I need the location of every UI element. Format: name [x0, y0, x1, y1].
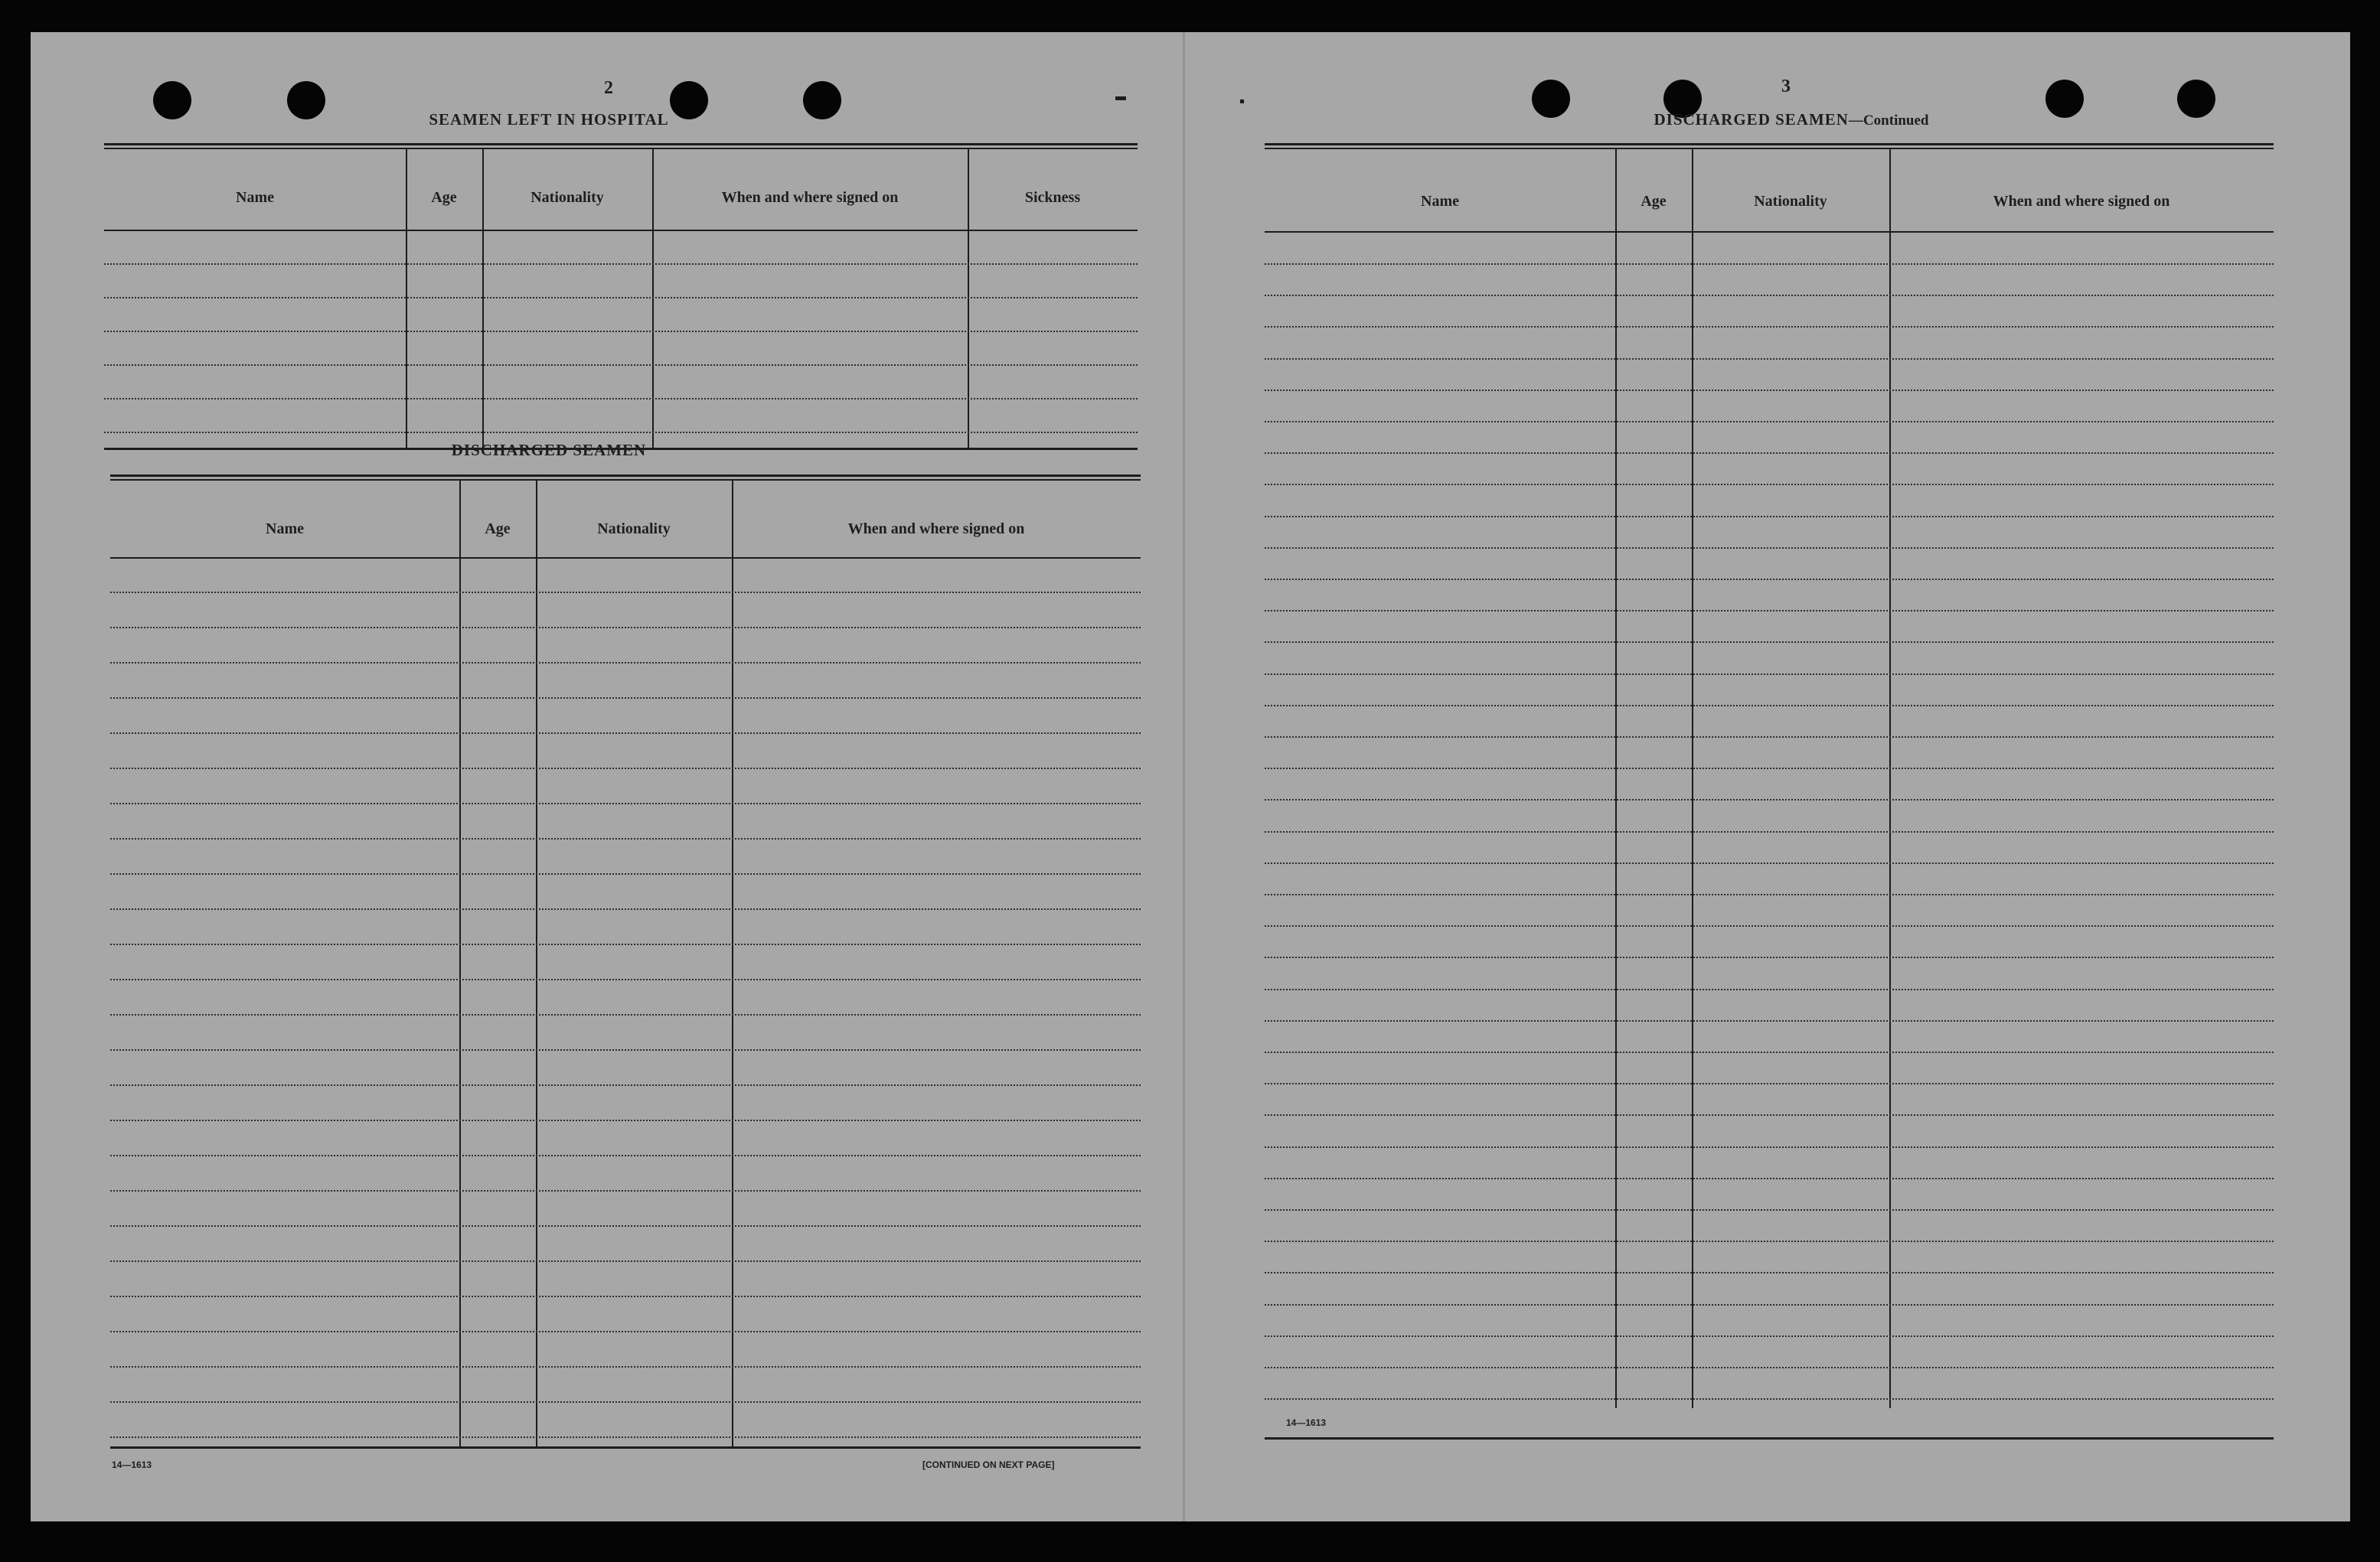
- form-number-left: 14—1613: [112, 1459, 152, 1470]
- table-row: [110, 1436, 1141, 1438]
- table-row: [110, 1014, 1141, 1016]
- table-row: [110, 979, 1141, 980]
- table-row: [1265, 768, 2274, 769]
- column-divider: [732, 481, 733, 1449]
- table-row: [104, 432, 1138, 433]
- table-row: [110, 1260, 1141, 1262]
- table-row: [1265, 641, 2274, 643]
- table-row: [1265, 925, 2274, 927]
- table-row: [1265, 1020, 2274, 1022]
- table-row: [1265, 452, 2274, 454]
- table-row: [110, 908, 1141, 910]
- punch-hole: [287, 81, 325, 119]
- table-row: [1265, 894, 2274, 895]
- table-row: [1265, 1335, 2274, 1337]
- table-row: [1265, 1304, 2274, 1306]
- table-row: [104, 364, 1138, 366]
- page-number-right: 3: [1781, 77, 1791, 96]
- hospital-section-title: SEAMEN LEFT IN HOSPITAL: [429, 110, 669, 129]
- table-row: [1265, 1052, 2274, 1053]
- table-row: [1265, 326, 2274, 328]
- table-row: [110, 944, 1141, 945]
- table-row: [110, 697, 1141, 699]
- table-row: [1265, 1178, 2274, 1179]
- table-row: [1265, 484, 2274, 485]
- hospital-table: [104, 143, 1138, 449]
- table-row: [1265, 799, 2274, 801]
- table-row: [104, 398, 1138, 399]
- column-divider: [482, 149, 484, 449]
- punch-hole: [153, 81, 191, 119]
- table-row: [1265, 831, 2274, 833]
- table-row: [110, 1331, 1141, 1332]
- table-row: [110, 1401, 1141, 1403]
- table-row: [104, 297, 1138, 298]
- table-row: [110, 1190, 1141, 1192]
- table-row: [1265, 390, 2274, 391]
- column-divider: [536, 481, 537, 1449]
- header-rule: [104, 230, 1138, 231]
- table-row: [1265, 863, 2274, 864]
- column-divider: [1692, 149, 1693, 1408]
- page-number-left: 2: [604, 78, 613, 98]
- table-row: [1265, 516, 2274, 517]
- discharged-table: [110, 474, 1141, 1449]
- right-section-title-suffix: —Continued: [1848, 113, 1929, 129]
- table-row: [110, 1296, 1141, 1297]
- table-row: [1265, 957, 2274, 958]
- table-row: [1265, 547, 2274, 549]
- table-row: [1265, 579, 2274, 580]
- punch-hole: [2177, 80, 2215, 118]
- table-row: [110, 592, 1141, 593]
- header-rule: [1265, 231, 2274, 233]
- table-row: [110, 1225, 1141, 1227]
- table-top-rule: [104, 143, 1138, 149]
- table-bottom-rule: [110, 1446, 1141, 1449]
- column-divider: [1889, 149, 1891, 1408]
- discharged-continued-table: [1265, 143, 2274, 1438]
- table-row: [110, 803, 1141, 804]
- column-divider: [968, 149, 969, 449]
- table-row: [110, 662, 1141, 664]
- table-row: [1265, 1398, 2274, 1400]
- table-row: [1265, 1272, 2274, 1273]
- table-row: [110, 838, 1141, 840]
- column-header: Sickness: [1024, 189, 1081, 206]
- table-row: [110, 1120, 1141, 1121]
- column-divider: [406, 149, 407, 449]
- page-fold: [1183, 32, 1185, 1521]
- table-row: [110, 1366, 1141, 1368]
- table-row: [1265, 1083, 2274, 1084]
- punch-hole: [803, 81, 841, 119]
- form-number-right: 14—1613: [1286, 1417, 1327, 1428]
- table-top-rule: [1265, 143, 2274, 149]
- table-bottom-rule: [1265, 1437, 2274, 1440]
- column-header: Age: [485, 520, 511, 537]
- discharged-section-title: DISCHARGED SEAMEN: [451, 441, 647, 459]
- column-header: When and where signed on: [847, 520, 1025, 537]
- punch-hole: [2045, 80, 2084, 118]
- table-top-rule: [110, 474, 1141, 481]
- table-row: [1265, 705, 2274, 706]
- table-row: [1265, 358, 2274, 360]
- table-row: [1265, 1146, 2274, 1148]
- column-header: Name: [1421, 193, 1459, 210]
- column-header: Nationality: [531, 189, 604, 206]
- table-row: [1265, 1241, 2274, 1242]
- stray-mark: [1115, 96, 1126, 100]
- table-row: [1265, 989, 2274, 990]
- table-row: [1265, 295, 2274, 296]
- column-header: Name: [266, 520, 304, 537]
- table-row: [110, 873, 1141, 875]
- column-divider: [652, 149, 654, 449]
- continued-note: [CONTINUED ON NEXT PAGE]: [922, 1459, 1055, 1470]
- table-row: [110, 1084, 1141, 1086]
- column-header: Age: [431, 189, 457, 206]
- table-row: [1265, 1114, 2274, 1116]
- column-header: Age: [1641, 193, 1667, 210]
- table-row: [1265, 1367, 2274, 1368]
- right-section-title-text: DISCHARGED SEAMEN: [1654, 110, 1849, 129]
- column-divider: [1615, 149, 1617, 1408]
- column-header: Nationality: [597, 520, 671, 537]
- table-row: [110, 768, 1141, 769]
- punch-hole: [1532, 80, 1570, 118]
- table-row: [110, 1155, 1141, 1156]
- header-rule: [110, 557, 1141, 559]
- right-section-title: [1608, 110, 1975, 129]
- table-row: [1265, 736, 2274, 738]
- table-row: [1265, 610, 2274, 611]
- document-spread: [31, 32, 2350, 1521]
- table-row: [1265, 1209, 2274, 1211]
- table-row: [104, 263, 1138, 265]
- stray-mark: [1240, 99, 1244, 103]
- table-row: [1265, 263, 2274, 265]
- column-header: When and where signed on: [721, 189, 899, 206]
- table-row: [1265, 673, 2274, 675]
- table-row: [110, 1049, 1141, 1051]
- table-row: [1265, 421, 2274, 422]
- table-row: [110, 627, 1141, 628]
- column-header: When and where signed on: [1993, 193, 2170, 210]
- column-divider: [459, 481, 461, 1449]
- table-row: [110, 732, 1141, 734]
- table-row: [104, 331, 1138, 332]
- column-header: Name: [236, 189, 274, 206]
- column-header: Nationality: [1754, 193, 1827, 210]
